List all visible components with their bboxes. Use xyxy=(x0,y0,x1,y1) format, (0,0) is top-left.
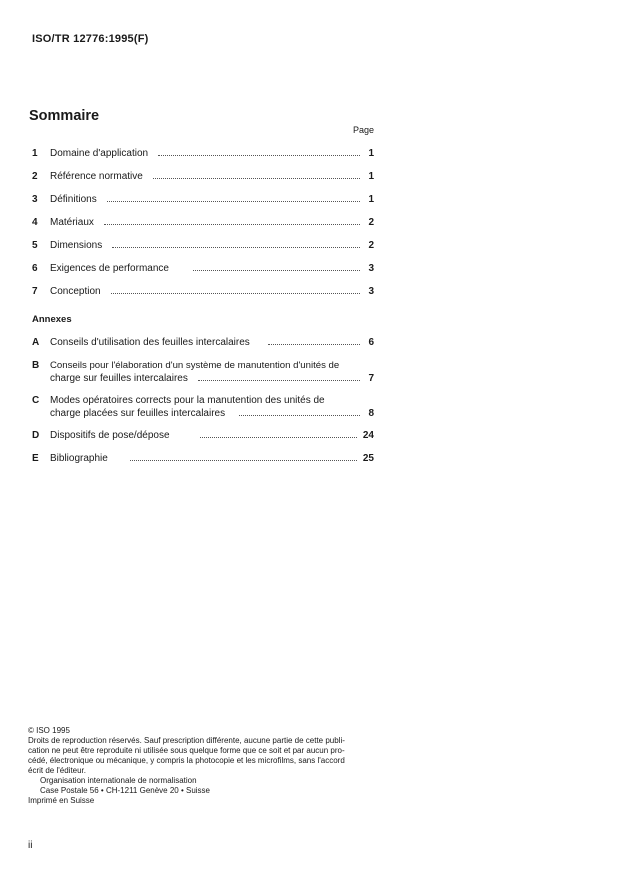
annex-title: Modes opératoires corrects pour la manutention des unités de xyxy=(50,395,325,406)
rights-text: cation ne peut être reproduite ni utilisée sous quelque forme que ce soit et par aucun pro- xyxy=(28,746,345,755)
leader-dots xyxy=(111,292,360,294)
annex-letter: A xyxy=(32,337,40,348)
toc-number: 1 xyxy=(32,148,38,159)
annex-entry[interactable] xyxy=(32,451,374,464)
annex-title-cont: charge placées sur feuilles intercalaires xyxy=(50,408,226,419)
leader-dots xyxy=(153,177,360,179)
toc-entry[interactable] xyxy=(32,260,374,274)
annex-page: 24 xyxy=(362,430,374,441)
toc-title: Domaine d'application xyxy=(50,148,149,159)
toc-number: 2 xyxy=(32,171,38,182)
annex-title: Dispositifs de pose/dépose xyxy=(50,430,170,441)
toc-title: Conception xyxy=(50,286,101,297)
toc-page: 2 xyxy=(368,217,374,228)
page-title: Sommaire xyxy=(29,108,100,124)
annex-title-cont: charge sur feuilles intercalaires xyxy=(50,373,188,384)
toc-title: Référence normative xyxy=(50,171,143,182)
rights-text: cédé, électronique ou mécanique, y compris la photocopie et les microfilms, sans l'accord xyxy=(28,756,345,765)
annex-letter: C xyxy=(32,395,40,406)
toc-page: 1 xyxy=(368,194,374,205)
toc-title: Exigences de performance xyxy=(50,263,169,274)
annex-entry[interactable] xyxy=(32,428,374,441)
annex-page: 6 xyxy=(368,337,374,348)
leader-dots xyxy=(239,414,360,416)
toc-page: 1 xyxy=(368,148,374,159)
toc-page: 3 xyxy=(368,286,374,297)
copyright-block xyxy=(28,726,378,806)
toc-title: Matériaux xyxy=(50,217,94,228)
toc-page: 3 xyxy=(368,263,374,274)
annex-title: Bibliographie xyxy=(50,453,108,464)
annex-entry[interactable] xyxy=(32,358,374,384)
toc-entry[interactable] xyxy=(32,168,374,182)
annex-entry[interactable] xyxy=(32,335,374,348)
annex-title: Conseils d'utilisation des feuilles intercalaires xyxy=(50,337,250,348)
toc-page: 2 xyxy=(368,240,374,251)
toc-title: Définitions xyxy=(50,194,97,205)
annexes-heading: Annexes xyxy=(32,314,72,325)
rights-text: écrit de l'éditeur. xyxy=(28,766,87,775)
annex-letter: B xyxy=(32,360,40,371)
leader-dots xyxy=(200,436,357,438)
leader-dots xyxy=(198,379,360,381)
toc-entry[interactable] xyxy=(32,191,374,205)
organization-address: Case Postale 56 • CH-1211 Genève 20 • Suisse xyxy=(40,786,210,795)
annex-page: 25 xyxy=(362,453,374,464)
leader-dots xyxy=(158,154,360,156)
leader-dots xyxy=(107,200,360,202)
toc-entry[interactable] xyxy=(32,214,374,228)
annex-letter: E xyxy=(32,453,39,464)
toc-number: 4 xyxy=(32,217,38,228)
leader-dots xyxy=(104,223,360,225)
annex-entry[interactable] xyxy=(32,393,374,419)
printed-in: Imprimé en Suisse xyxy=(28,796,95,805)
annex-page: 8 xyxy=(368,408,374,419)
leader-dots xyxy=(112,246,360,248)
toc-entry[interactable] xyxy=(32,145,374,159)
copyright-notice: © ISO 1995 xyxy=(28,726,70,735)
leader-dots xyxy=(193,269,360,271)
toc-number: 5 xyxy=(32,240,38,251)
page-column-label: Page xyxy=(352,125,374,135)
annex-letter: D xyxy=(32,430,40,441)
organization-name: Organisation internationale de normalisation xyxy=(40,776,197,785)
toc-title: Dimensions xyxy=(50,240,103,251)
toc-page: 1 xyxy=(368,171,374,182)
toc-number: 3 xyxy=(32,194,38,205)
leader-dots xyxy=(268,343,360,345)
toc-number: 6 xyxy=(32,263,38,274)
annex-page: 7 xyxy=(368,373,374,384)
toc-entry[interactable] xyxy=(32,283,374,297)
toc-number: 7 xyxy=(32,286,38,297)
document-id: ISO/TR 12776:1995(F) xyxy=(32,33,149,45)
annex-title: Conseils pour l'élaboration d'un système de manutention d'unités de xyxy=(50,360,340,371)
leader-dots xyxy=(130,459,357,461)
page-number: ii xyxy=(28,840,33,851)
toc-entry[interactable] xyxy=(32,237,374,251)
rights-text: Droits de reproduction réservés. Sauf prescription différente, aucune partie de cette publi- xyxy=(28,736,345,745)
